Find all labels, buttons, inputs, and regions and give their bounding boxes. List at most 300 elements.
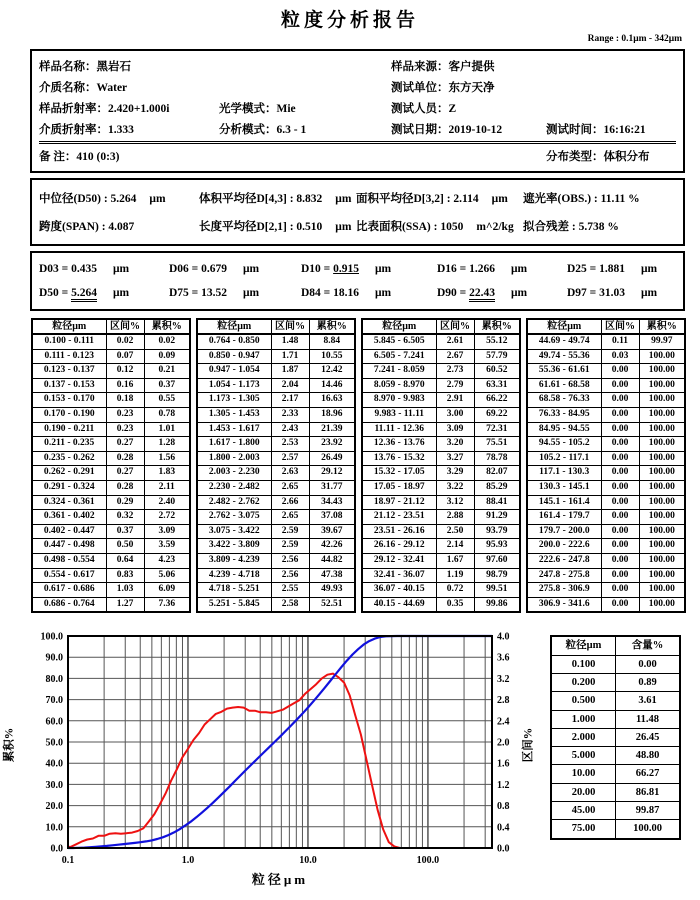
cumulative-cell: 0.21 — [144, 364, 190, 379]
cumulative-cell: 63.31 — [474, 378, 520, 393]
size-range-cell: 0.100 - 0.111 — [32, 334, 106, 349]
table-row — [197, 408, 355, 423]
cumulative-cell: 100.00 — [639, 393, 685, 408]
cumulative-cell: 1.28 — [144, 437, 190, 452]
left-axis-tick: 90.0 — [45, 653, 63, 665]
size-range-cell: 1.054 - 1.173 — [197, 378, 271, 393]
summary-field-label: 面积平均径D[3,2] : — [356, 192, 454, 205]
table-row — [197, 334, 355, 349]
table-row — [527, 568, 685, 583]
summary-field-unit: μm — [491, 192, 508, 205]
cumulative-cell: 100.00 — [639, 378, 685, 393]
interval-cell: 2.63 — [271, 466, 309, 481]
table-row — [551, 747, 680, 765]
cumulative-cell: 14.46 — [309, 378, 355, 393]
cumulative-cell: 100.00 — [639, 495, 685, 510]
table-row — [32, 422, 190, 437]
table-row — [362, 524, 520, 539]
table-header-row — [527, 319, 685, 335]
cumulative-cell: 100.00 — [639, 554, 685, 569]
size-range-cell: 40.15 - 44.69 — [362, 597, 436, 612]
interval-cell: 3.22 — [436, 481, 474, 496]
interval-cell: 3.27 — [436, 451, 474, 466]
interval-cell: 0.00 — [601, 408, 639, 423]
table-row — [551, 655, 680, 673]
cumulative-cell: 93.79 — [474, 524, 520, 539]
interval-cell: 1.87 — [271, 364, 309, 379]
table-row — [527, 495, 685, 510]
size-range-cell: 0.850 - 0.947 — [197, 349, 271, 364]
d-value-name: D84 = — [301, 286, 334, 299]
left-axis-tick: 30.0 — [45, 780, 63, 792]
info-field-label: 测试人员： — [391, 102, 449, 115]
interval-cell: 1.71 — [271, 349, 309, 364]
table-row — [527, 583, 685, 598]
interval-cell: 2.17 — [271, 393, 309, 408]
right-axis-tick: 2.4 — [497, 716, 510, 728]
cumulative-cell: 75.51 — [474, 437, 520, 452]
distribution-table-group — [361, 318, 521, 614]
interval-cell: 2.66 — [271, 495, 309, 510]
size-range-cell: 2.230 - 2.482 — [197, 481, 271, 496]
size-range-cell: 6.505 - 7.241 — [362, 349, 436, 364]
cumulative-cell: 99.51 — [474, 583, 520, 598]
table-row — [32, 597, 190, 612]
interval-cell: 2.79 — [436, 378, 474, 393]
summary-field-label: 中位径(D50) : — [39, 192, 111, 205]
info-field — [219, 97, 391, 118]
column-header: 区间% — [601, 319, 639, 335]
table-row — [551, 765, 680, 783]
interval-cell: 0.64 — [106, 554, 144, 569]
info-field-value: 体积分布 — [603, 151, 650, 163]
d-value-number: 1.266 — [469, 262, 495, 275]
table-row — [362, 408, 520, 423]
info-field-label: 测试时间： — [546, 123, 604, 136]
d-value-name: D06 = — [169, 262, 202, 275]
interval-cell: 0.00 — [601, 495, 639, 510]
cumulative-cell: 44.82 — [309, 554, 355, 569]
size-range-cell: 21.12 - 23.51 — [362, 510, 436, 525]
column-header: 粒径μm — [362, 319, 436, 335]
size-range-cell: 1.617 - 1.800 — [197, 437, 271, 452]
cumulative-cell: 3.59 — [144, 539, 190, 554]
table-row — [527, 451, 685, 466]
info-field-label: 测试单位： — [391, 81, 449, 94]
right-axis-tick: 2.0 — [497, 737, 510, 749]
size-range-cell: 1.305 - 1.453 — [197, 408, 271, 423]
cumulative-cell: 82.07 — [474, 466, 520, 481]
size-cell: 0.200 — [551, 673, 616, 691]
cumulative-cell: 100.00 — [639, 568, 685, 583]
size-range-cell: 200.0 - 222.6 — [527, 539, 601, 554]
size-range-cell: 1.453 - 1.617 — [197, 422, 271, 437]
table-row — [32, 554, 190, 569]
chart-section — [0, 622, 700, 900]
cumulative-cell: 8.84 — [309, 334, 355, 349]
size-range-cell: 18.97 - 21.12 — [362, 495, 436, 510]
info-field — [391, 97, 676, 118]
table-row — [32, 583, 190, 598]
info-field — [546, 118, 676, 139]
cumulative-cell: 0.02 — [144, 334, 190, 349]
column-header: 累积% — [639, 319, 685, 335]
table-row — [32, 568, 190, 583]
size-cell: 75.00 — [551, 820, 616, 839]
summary-field-value: 8.832 — [296, 192, 323, 205]
table-row — [362, 554, 520, 569]
size-range-cell: 179.7 - 200.0 — [527, 524, 601, 539]
cumulative-cell: 47.38 — [309, 568, 355, 583]
interval-cell: 0.00 — [601, 510, 639, 525]
table-row — [197, 437, 355, 452]
content-cell: 0.00 — [616, 655, 681, 673]
size-range-cell: 0.402 - 0.447 — [32, 524, 106, 539]
size-range-cell: 26.16 - 29.12 — [362, 539, 436, 554]
interval-cell: 0.28 — [106, 481, 144, 496]
info-field-label: 样品名称： — [39, 60, 97, 73]
content-cell: 99.87 — [616, 802, 681, 820]
size-range-cell: 84.95 - 94.55 — [527, 422, 601, 437]
d-value-unit: μm — [640, 262, 658, 275]
summary-field-unit: μm — [335, 220, 352, 233]
size-range-cell: 2.762 - 3.075 — [197, 510, 271, 525]
x-axis-tick: 10.0 — [299, 855, 317, 867]
cumulative-cell: 97.60 — [474, 554, 520, 569]
summary-grid — [39, 184, 676, 240]
interval-cell: 3.12 — [436, 495, 474, 510]
interval-cell: 2.57 — [271, 451, 309, 466]
d-value-number: 13.52 — [201, 286, 227, 299]
d-value-number: 0.915 — [333, 262, 359, 275]
cumulative-cell: 49.93 — [309, 583, 355, 598]
size-range-cell: 44.69 - 49.74 — [527, 334, 601, 349]
size-cell: 5.000 — [551, 747, 616, 765]
table-row — [32, 481, 190, 496]
right-axis-tick: 1.2 — [497, 780, 510, 792]
info-field-value: 16:16:21 — [603, 123, 646, 136]
d-value-name: D75 = — [169, 286, 202, 299]
interval-cell: 2.50 — [436, 524, 474, 539]
summary-field — [199, 212, 356, 240]
content-cell: 100.00 — [616, 820, 681, 839]
sample-info-grid — [39, 55, 676, 167]
size-cell: 10.00 — [551, 765, 616, 783]
interval-cell: 3.09 — [436, 422, 474, 437]
size-range-cell: 222.6 - 247.8 — [527, 554, 601, 569]
d-value — [567, 257, 676, 281]
cumulative-cell: 98.79 — [474, 568, 520, 583]
d-value-name: D10 = — [301, 262, 334, 275]
size-range-cell: 0.947 - 1.054 — [197, 364, 271, 379]
interval-cell: 2.14 — [436, 539, 474, 554]
cumulative-cell: 72.31 — [474, 422, 520, 437]
size-range-cell: 9.983 - 11.11 — [362, 408, 436, 423]
size-range-cell: 11.11 - 12.36 — [362, 422, 436, 437]
table-row — [527, 378, 685, 393]
measure-range-label: Range : 0.1μm - 342μm — [587, 34, 682, 44]
info-field — [391, 76, 676, 97]
info-field — [391, 55, 676, 76]
column-header: 区间% — [271, 319, 309, 335]
table-row — [362, 437, 520, 452]
d-value-number: 31.03 — [599, 286, 625, 299]
size-range-cell: 247.8 - 275.8 — [527, 568, 601, 583]
info-field-label: 样品来源： — [391, 60, 449, 73]
info-field — [39, 118, 219, 139]
summary-field — [356, 212, 523, 240]
info-field — [391, 118, 546, 139]
table-row — [32, 393, 190, 408]
summary-field-unit: μm — [149, 192, 166, 205]
table-row — [32, 524, 190, 539]
summary-field-label: 体积平均径D[4,3] : — [199, 192, 297, 205]
distribution-chart — [24, 622, 544, 896]
cumulative-cell: 2.40 — [144, 495, 190, 510]
size-range-cell: 0.111 - 0.123 — [32, 349, 106, 364]
info-field-value: 2.420+1.000i — [108, 102, 170, 115]
d-value-name: D97 = — [567, 286, 600, 299]
size-range-cell: 55.36 - 61.61 — [527, 364, 601, 379]
table-row — [362, 466, 520, 481]
table-row — [527, 408, 685, 423]
info-field-value: Mie — [276, 102, 296, 115]
d-value-name: D90 = — [437, 286, 470, 299]
table-row — [362, 422, 520, 437]
interval-cell: 0.02 — [106, 334, 144, 349]
d-value-unit: μm — [510, 286, 528, 299]
size-cell: 1.000 — [551, 710, 616, 728]
size-range-cell: 0.123 - 0.137 — [32, 364, 106, 379]
summary-field-label: 遮光率(OBS.) : — [523, 192, 601, 205]
d-value-number: 0.435 — [71, 262, 97, 275]
d-value-name: D03 = — [39, 262, 72, 275]
table-row — [527, 510, 685, 525]
cumulative-cell: 6.09 — [144, 583, 190, 598]
size-range-cell: 145.1 - 161.4 — [527, 495, 601, 510]
table-row — [197, 481, 355, 496]
info-field-value: 1.333 — [108, 123, 134, 136]
size-range-cell: 4.718 - 5.251 — [197, 583, 271, 598]
cumulative-cell: 100.00 — [639, 466, 685, 481]
interval-cell: 2.65 — [271, 510, 309, 525]
table-row — [32, 408, 190, 423]
table-row — [527, 437, 685, 452]
column-header: 粒径μm — [551, 636, 616, 655]
column-header: 区间% — [436, 319, 474, 335]
cumulative-cell: 91.29 — [474, 510, 520, 525]
info-field-label: 分布类型： — [546, 151, 604, 163]
summary-field-label: 长度平均径D[2,1] : — [199, 220, 297, 233]
interval-cell: 0.37 — [106, 524, 144, 539]
interval-cell: 0.00 — [601, 422, 639, 437]
cumulative-cell: 57.79 — [474, 349, 520, 364]
interval-cell: 2.88 — [436, 510, 474, 525]
content-cell: 48.80 — [616, 747, 681, 765]
right-axis-tick: 3.2 — [497, 674, 510, 686]
interval-cell: 0.00 — [601, 539, 639, 554]
size-range-cell: 15.32 - 17.05 — [362, 466, 436, 481]
summary-field — [39, 184, 199, 212]
summary-field — [523, 212, 676, 240]
size-range-cell: 2.003 - 2.230 — [197, 466, 271, 481]
column-header: 区间% — [106, 319, 144, 335]
size-range-cell: 130.3 - 145.1 — [527, 481, 601, 496]
info-field-value: 410 (0:3) — [76, 151, 120, 163]
d-value-unit: μm — [112, 262, 130, 275]
interval-cell: 0.00 — [601, 393, 639, 408]
cumulative-cell: 29.12 — [309, 466, 355, 481]
info-field — [39, 97, 219, 118]
table-row — [197, 524, 355, 539]
info-field-value: Water — [96, 81, 128, 94]
table-row — [551, 820, 680, 839]
right-axis-tick: 1.6 — [497, 759, 510, 771]
table-row — [197, 349, 355, 364]
cumulative-cell: 100.00 — [639, 597, 685, 612]
interval-cell: 3.00 — [436, 408, 474, 423]
size-range-cell: 5.845 - 6.505 — [362, 334, 436, 349]
size-range-cell: 3.809 - 4.239 — [197, 554, 271, 569]
table-row — [527, 364, 685, 379]
cumulative-cell: 100.00 — [639, 408, 685, 423]
d-value-number: 5.264 — [71, 287, 97, 302]
right-axis-tick: 2.8 — [497, 695, 510, 707]
table-row — [362, 495, 520, 510]
interval-cell: 0.50 — [106, 539, 144, 554]
cumulative-cell: 52.51 — [309, 597, 355, 612]
d-value — [39, 257, 169, 281]
cumulative-cell: 100.00 — [639, 364, 685, 379]
interval-cell: 0.00 — [601, 437, 639, 452]
content-cell: 66.27 — [616, 765, 681, 783]
d-value — [169, 257, 301, 281]
size-range-cell: 0.554 - 0.617 — [32, 568, 106, 583]
cumulative-cell: 1.83 — [144, 466, 190, 481]
interval-cell: 2.04 — [271, 378, 309, 393]
table-row — [362, 334, 520, 349]
interval-cell: 2.59 — [271, 524, 309, 539]
x-axis-tick: 1.0 — [181, 855, 195, 867]
interval-cell: 0.11 — [601, 334, 639, 349]
cumulative-cell: 34.43 — [309, 495, 355, 510]
column-header: 含量% — [616, 636, 681, 655]
interval-cell: 1.67 — [436, 554, 474, 569]
table-row — [551, 802, 680, 820]
d-value-unit: μm — [510, 262, 528, 275]
table-row — [527, 554, 685, 569]
size-range-cell: 0.235 - 0.262 — [32, 451, 106, 466]
cumulative-cell: 37.08 — [309, 510, 355, 525]
cumulative-cell: 3.09 — [144, 524, 190, 539]
table-row — [197, 451, 355, 466]
table-row — [527, 597, 685, 612]
cumulative-cell: 0.37 — [144, 378, 190, 393]
interval-cell: 0.00 — [601, 568, 639, 583]
size-cell: 0.100 — [551, 655, 616, 673]
interval-cell: 0.27 — [106, 437, 144, 452]
size-range-cell: 8.059 - 8.970 — [362, 378, 436, 393]
left-axis-tick: 50.0 — [45, 737, 63, 749]
size-cell: 0.500 — [551, 692, 616, 710]
interval-cell: 3.29 — [436, 466, 474, 481]
size-range-cell: 0.190 - 0.211 — [32, 422, 106, 437]
cumulative-cell: 1.01 — [144, 422, 190, 437]
table-row — [32, 364, 190, 379]
cumulative-cell: 100.00 — [639, 422, 685, 437]
info-field — [39, 55, 391, 76]
d-value-number: 0.679 — [201, 262, 227, 275]
page-title: 粒度分析报告 — [280, 10, 419, 31]
table-row — [197, 510, 355, 525]
left-axis-label: 累积% — [3, 728, 16, 763]
interval-cell: 2.91 — [436, 393, 474, 408]
cumulative-cell: 2.72 — [144, 510, 190, 525]
table-row — [527, 466, 685, 481]
table-row — [551, 692, 680, 710]
interval-cell: 0.00 — [601, 524, 639, 539]
interval-cell: 2.58 — [271, 597, 309, 612]
info-field-value: 黑岩石 — [96, 60, 131, 73]
summary-field-value: 5.738 % — [578, 220, 619, 233]
summary-field — [356, 184, 523, 212]
interval-cell: 0.00 — [601, 554, 639, 569]
size-range-cell: 13.76 - 15.32 — [362, 451, 436, 466]
interval-cell: 0.83 — [106, 568, 144, 583]
d-value — [39, 281, 169, 305]
size-range-cell: 0.153 - 0.170 — [32, 393, 106, 408]
table-row — [197, 568, 355, 583]
summary-field-value: 2.114 — [453, 192, 479, 205]
d-value-number: 1.881 — [599, 262, 625, 275]
size-range-cell: 23.51 - 26.16 — [362, 524, 436, 539]
cumulative-cell: 69.22 — [474, 408, 520, 423]
table-row — [551, 710, 680, 728]
d-value-unit: μm — [112, 286, 130, 299]
summary-field-value: 1050 — [440, 220, 464, 233]
info-field — [39, 76, 391, 97]
cumulative-cell: 100.00 — [639, 349, 685, 364]
table-row — [527, 539, 685, 554]
cumulative-cell: 0.09 — [144, 349, 190, 364]
right-axis-tick: 0.4 — [497, 822, 510, 834]
cumulative-cell: 0.78 — [144, 408, 190, 423]
d-values-box — [30, 251, 685, 311]
interval-cell: 2.43 — [271, 422, 309, 437]
interval-cell: 0.07 — [106, 349, 144, 364]
interval-cell: 1.03 — [106, 583, 144, 598]
interval-cell: 2.65 — [271, 481, 309, 496]
summary-field — [39, 212, 199, 240]
column-header: 累积% — [144, 319, 190, 335]
cumulative-cell: 100.00 — [639, 437, 685, 452]
interval-cell: 2.33 — [271, 408, 309, 423]
info-field-label: 介质折射率： — [39, 123, 108, 136]
interval-cell: 1.48 — [271, 334, 309, 349]
d-value — [169, 281, 301, 305]
column-header: 粒径μm — [527, 319, 601, 335]
cumulative-cell: 12.42 — [309, 364, 355, 379]
table-row — [197, 583, 355, 598]
table-row — [32, 437, 190, 452]
table-row — [197, 554, 355, 569]
interval-cell: 0.23 — [106, 408, 144, 423]
table-row — [197, 364, 355, 379]
table-row — [362, 539, 520, 554]
table-row — [362, 510, 520, 525]
table-row — [32, 349, 190, 364]
interval-cell: 0.72 — [436, 583, 474, 598]
